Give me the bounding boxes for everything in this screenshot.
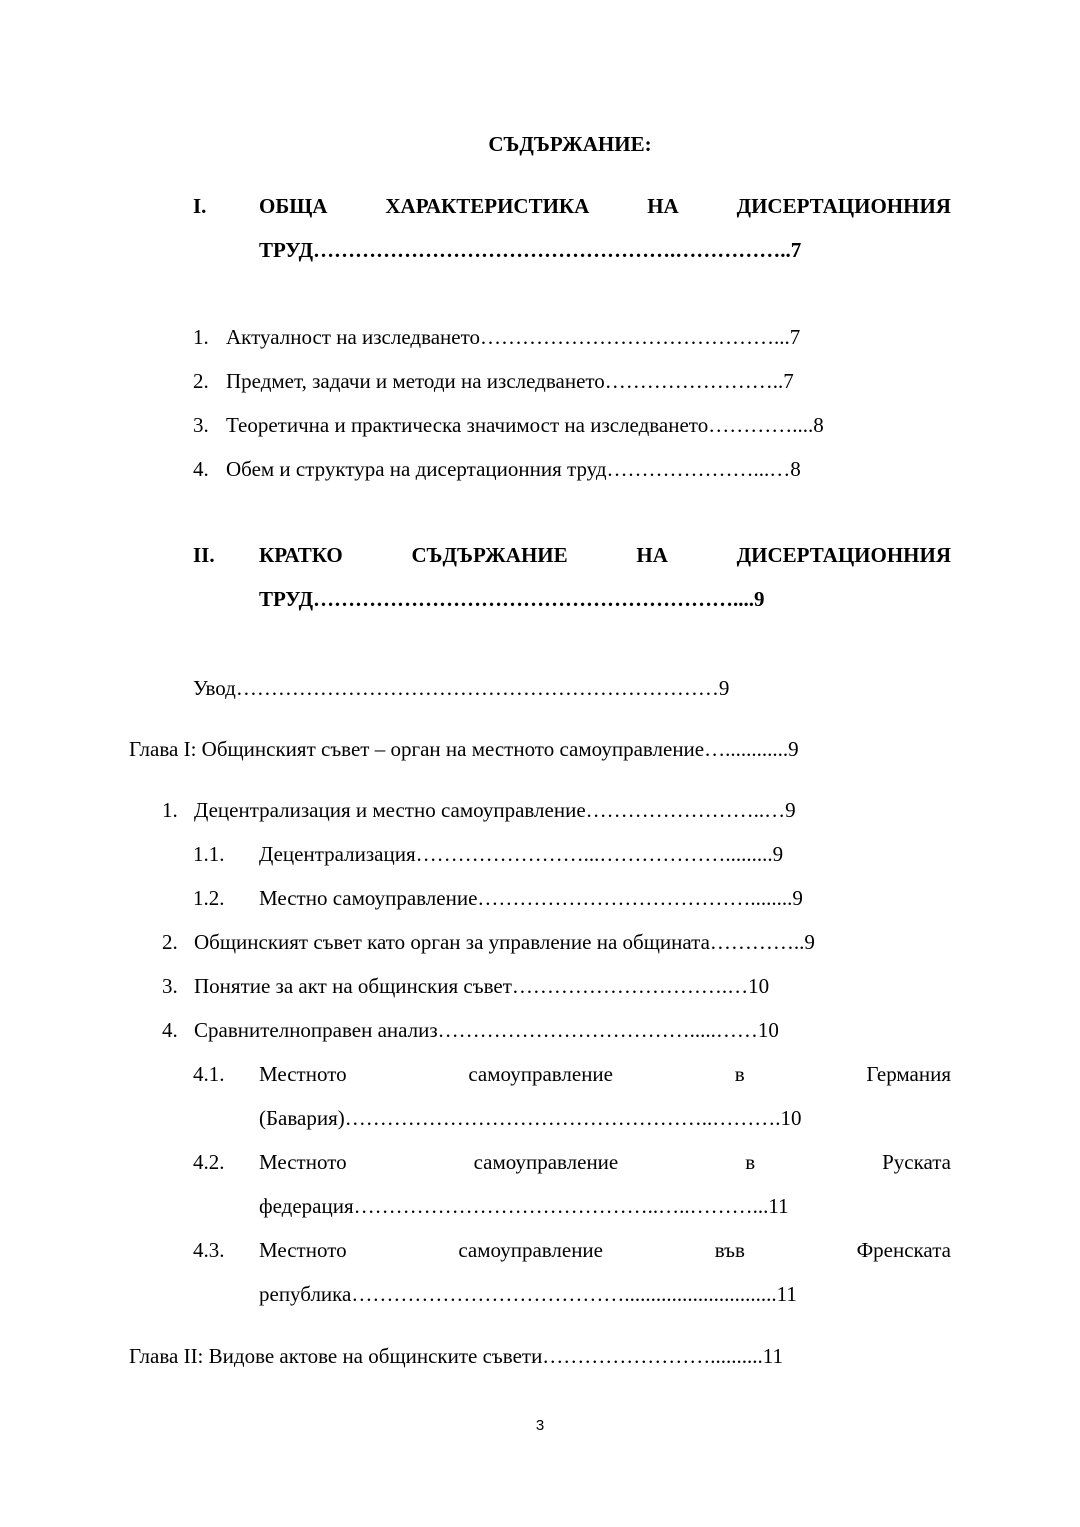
section-1-heading-line2: ТРУД…………………………………………….……………..7: [259, 238, 802, 262]
heading-word: ДИСЕРТАЦИОННИЯ: [736, 543, 951, 567]
heading-word: КРАТКО: [259, 543, 343, 567]
toc-entry-num: 4.: [162, 1018, 178, 1042]
entry-word: самоуправление: [468, 1062, 613, 1086]
toc-entry-num: 1.2.: [193, 886, 225, 910]
toc-entry-num: 3.: [162, 974, 178, 998]
toc-entry: Обем и структура на дисертационния труд…………………...…8: [226, 457, 801, 481]
entry-word: Германия: [866, 1062, 951, 1086]
section-2-heading: [259, 540, 951, 570]
section-1-numeral: I.: [193, 194, 207, 218]
entry-word: Местното: [259, 1062, 347, 1086]
heading-word: НА: [636, 543, 668, 567]
toc-entry-justified: [259, 1059, 951, 1089]
entry-word: самоуправление: [458, 1238, 603, 1262]
toc-chapter-2: Глава II: Видове актове на общинските съвети……………………..........11: [129, 1344, 784, 1368]
section-2-heading-line2: ТРУД……………………………………………………....9: [259, 587, 765, 611]
entry-word: във: [714, 1238, 745, 1262]
toc-entry: Общинският съвет като орган за управление на общината…………..9: [194, 930, 815, 954]
toc-chapter-1: Глава I: Общинският съвет – орган на местното самоуправление…............9: [129, 737, 799, 761]
toc-entry: Сравнителноправен анализ……………………………….....……10: [194, 1018, 779, 1042]
entry-word: Местното: [259, 1238, 347, 1262]
entry-word: в: [734, 1062, 745, 1086]
toc-entry-num: 4.3.: [193, 1238, 225, 1262]
entry-word: Френската: [856, 1238, 951, 1262]
toc-entry-line2: република………………………………….............................11: [259, 1282, 797, 1306]
toc-entry-num: 1.: [193, 325, 209, 349]
toc-entry: Теоретична и практическа значимост на изследването…………....8: [226, 413, 824, 437]
toc-entry-line2: (Бавария)……………………………………………..……….10: [259, 1106, 802, 1130]
toc-entry-num: 1.: [162, 798, 178, 822]
page-number: 3: [535, 1417, 545, 1434]
toc-entry-intro: Увод……………………………………………………………9: [193, 676, 730, 700]
heading-word: НА: [647, 194, 679, 218]
toc-entry-num: 4.: [193, 457, 209, 481]
toc-entry-num: 4.1.: [193, 1062, 225, 1086]
heading-word: ДИСЕРТАЦИОННИЯ: [736, 194, 951, 218]
toc-entry: Актуалност на изследването……………………………………...7: [226, 325, 801, 349]
heading-word: ХАРАКТЕРИСТИКА: [385, 194, 590, 218]
toc-entry: Местно самоуправление…………………………………........9: [259, 886, 803, 910]
entry-word: Руската: [882, 1150, 951, 1174]
heading-word: ОБЩА: [259, 194, 328, 218]
toc-entry-line2: федерация……………………………………..…..………...11: [259, 1194, 789, 1218]
toc-entry-num: 2.: [193, 369, 209, 393]
toc-entry-num: 3.: [193, 413, 209, 437]
toc-title: СЪДЪРЖАНИЕ:: [488, 132, 652, 156]
section-1-heading: [259, 191, 951, 221]
toc-entry: Понятие за акт на общинския съвет………………………….…10: [194, 974, 770, 998]
entry-word: самоуправление: [473, 1150, 619, 1174]
toc-entry: Децентрализация……………………...……………….........9: [259, 842, 784, 866]
toc-entry-justified: [259, 1147, 951, 1177]
heading-word: СЪДЪРЖАНИЕ: [411, 543, 568, 567]
section-2-numeral: II.: [193, 543, 215, 567]
toc-entry-justified: [259, 1235, 951, 1265]
toc-entry: Децентрализация и местно самоуправление……………………..…9: [194, 798, 796, 822]
toc-entry-num: 2.: [162, 930, 178, 954]
toc-entry-num: 1.1.: [193, 842, 225, 866]
entry-word: Местното: [259, 1150, 347, 1174]
entry-word: в: [745, 1150, 756, 1174]
toc-entry: Предмет, задачи и методи на изследването……………………..7: [226, 369, 794, 393]
toc-entry-num: 4.2.: [193, 1150, 225, 1174]
